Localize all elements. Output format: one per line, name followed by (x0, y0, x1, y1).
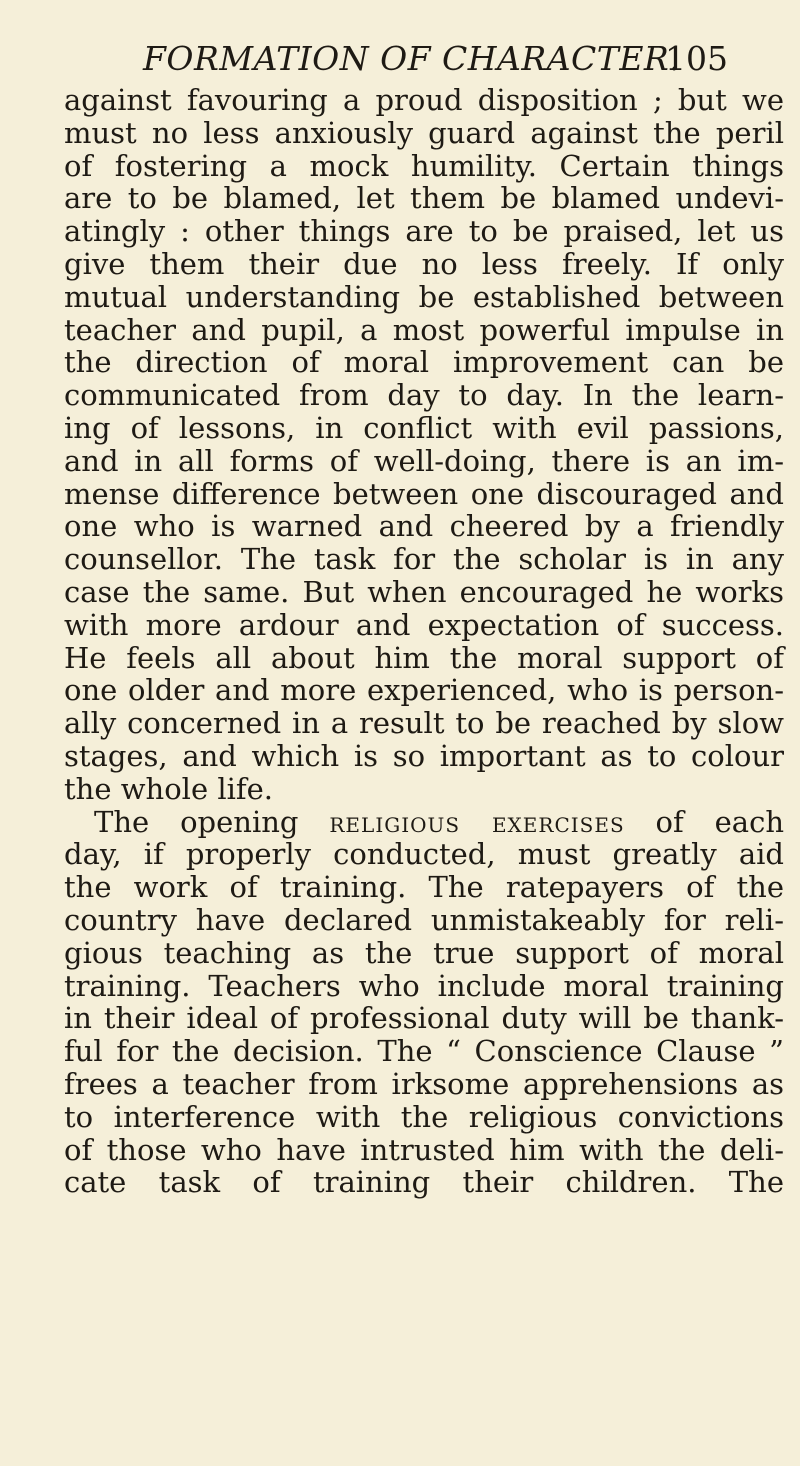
page-header (0, 0, 800, 80)
text-line: and in all forms of well-doing, there is an im- (64, 443, 784, 478)
text-line: mutual understanding be established between (64, 279, 784, 314)
text-fragment: The opening (94, 804, 330, 839)
text-line: to interference with the religious convictions (64, 1099, 784, 1134)
text-line: mense difference between one discouraged and (64, 476, 784, 511)
body-text (64, 84, 784, 1199)
text-line: case the same. But when encouraged he works (64, 574, 784, 609)
text-line: country have declared unmistakeably for reli- (64, 902, 784, 937)
text-line: ing of lessons, in conflict with evil passions, (64, 410, 784, 445)
text-line: training. Teachers who include moral training (64, 968, 784, 1003)
text-line: stages, and which is so important as to colour (64, 738, 784, 773)
text-line: atingly : other things are to be praised, let us (64, 214, 784, 249)
text-line: day, if properly conducted, must greatly aid (64, 837, 784, 872)
page-number: 105 (665, 39, 728, 78)
text-line: frees a teacher from irksome apprehensions as (64, 1066, 784, 1101)
text-line: communicated from day to day. In the learn- (64, 378, 784, 413)
text-line: ally concerned in a result to be reached by slow (64, 706, 784, 741)
text-line: one older and more experienced, who is person- (64, 673, 784, 708)
smallcaps-phrase: religious exercises (329, 804, 625, 839)
text-line: counsellor. The task for the scholar is in any (64, 542, 784, 577)
text-fragment: of each (624, 804, 785, 839)
text-line: ful for the decision. The “ Conscience Clause ” (64, 1034, 784, 1069)
text-line: in their ideal of professional duty will be thank- (64, 1001, 784, 1036)
text-line: with more ardour and expectation of success. (64, 607, 784, 642)
text-line: against favouring a proud disposition ; but we (64, 83, 784, 117)
paragraph-opening-line (64, 806, 784, 839)
text-line: one who is warned and cheered by a friendly (64, 509, 784, 544)
text-line: give them their due no less freely. If only (64, 246, 784, 281)
text-line: teacher and pupil, a most powerful impulse in (64, 312, 784, 347)
text-line: cate task of training their children. The (64, 1165, 784, 1200)
text-line: are to be blamed, let them be blamed undevi- (64, 181, 784, 216)
text-line: He feels all about him the moral support of (64, 640, 784, 675)
text-line: the direction of moral improvement can be (64, 345, 784, 380)
text-line: of fostering a mock humility. Certain things (64, 148, 784, 183)
text-line: gious teaching as the true support of moral (64, 935, 784, 970)
running-head: FORMATION OF CHARACTER. (143, 39, 681, 78)
text-line: of those who have intrusted him with the deli- (64, 1132, 784, 1167)
text-line: must no less anxiously guard against the peril (64, 115, 784, 150)
text-line: the whole life. (64, 771, 273, 806)
text-line: the work of training. The ratepayers of the (64, 870, 784, 905)
